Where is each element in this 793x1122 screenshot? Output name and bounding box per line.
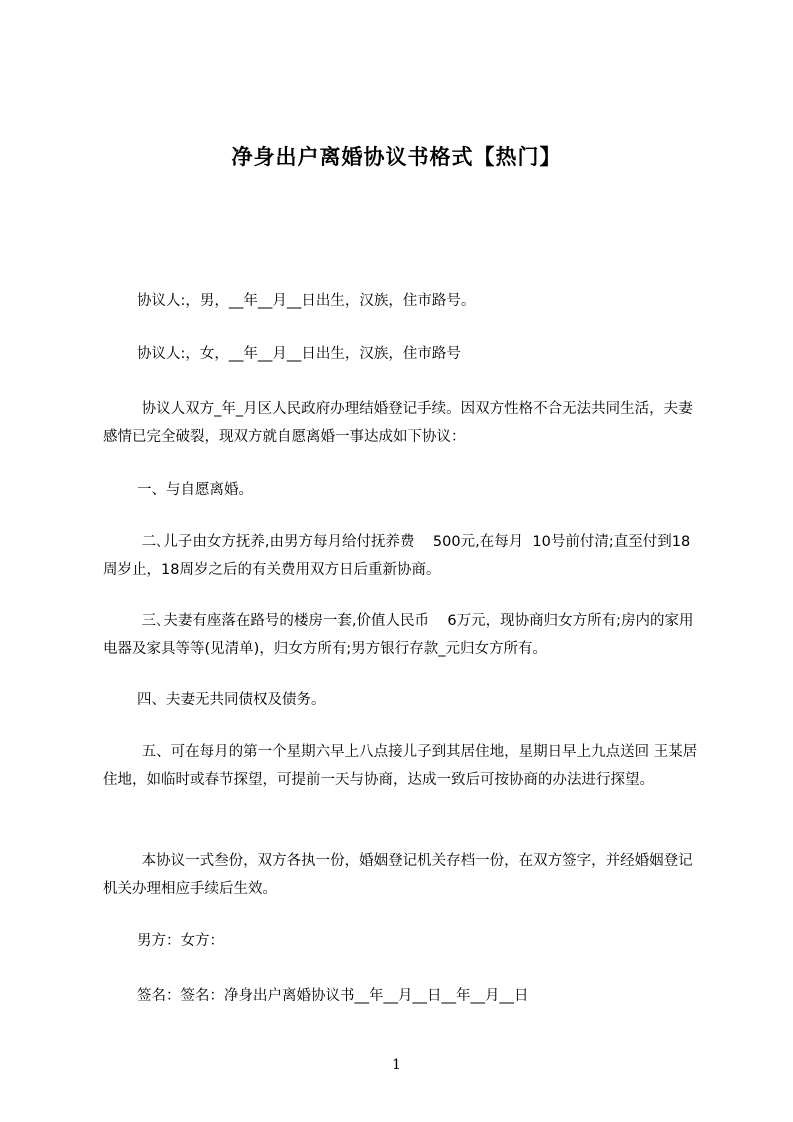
party-female-paragraph: 协议人:，女，__年__月__日出生，汉族，住市路号 [137,346,461,362]
party-male-paragraph: 协议人:，男，__年__月__日出生，汉族，住市路号。 [137,293,476,309]
clause-4-paragraph: 四、夫妻无共同债权及债务。 [137,692,326,708]
page-number: 1 [392,1057,401,1073]
signature-line: 签名：签名：净身出户离婚协议书__年__月__日__年__月__日 [137,988,529,1004]
preamble-paragraph: 协议人双方_年_月区人民政府办理结婚登记手续。因双方性格不合无法共同生活，夫妻感情已完全破裂，现双方就自愿离婚一事达成如下协议： [103,401,693,445]
effectiveness-paragraph: 本协议一式叁份，双方各执一份，婚姻登记机关存档一份，在双方签字，并经婚姻登记机关办理相应手续后生效。 [103,853,693,897]
clause-5-paragraph: 五、可在每月的第一个星期六早上八点接儿子到其居住地，星期日早上九点送回 王某居住地，如临时或春节探望，可提前一天与协商，达成一致后可按协商的办法进行探望。 [103,744,698,788]
clause-1-paragraph: 一、与自愿离婚。 [137,482,253,498]
clause-3-paragraph: 三､夫妻有座落在路号的楼房一套,价值人民币 6万元，现协商归女方所有;房内的家用电器及家具等等(见清单)，归女方所有;男方银行存款_元归女方所有。 [103,613,694,657]
parties-signature-labels: 男方：女方： [137,933,224,949]
document-title: 净身出户离婚协议书格式【热门】 [231,145,562,169]
clause-2-paragraph: 二､儿子由女方抚养,由男方每月给付抚养费 500元,在每月 10号前付清;直至付到18周岁止，18周岁之后的有关费用双方日后重新协商。 [103,534,691,578]
